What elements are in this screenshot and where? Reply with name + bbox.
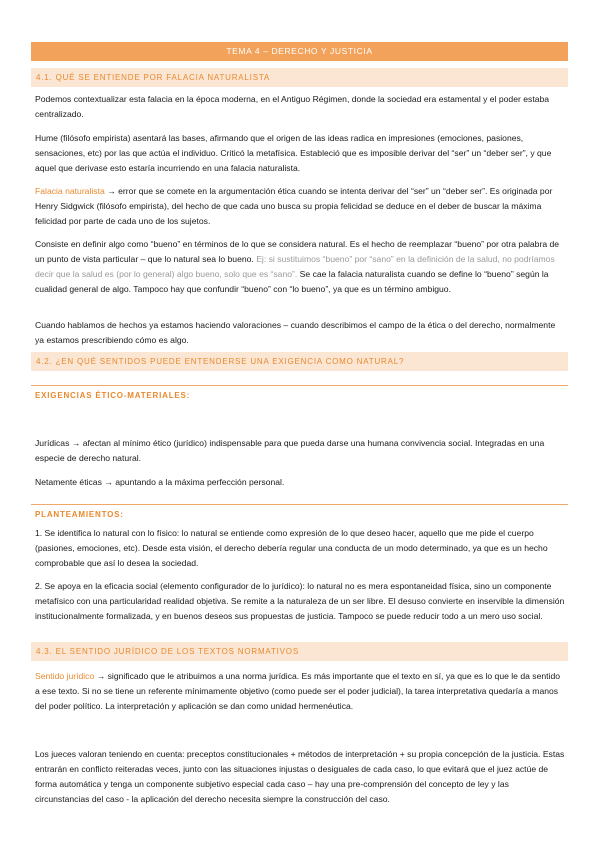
section-heading-4-1: 4.1. QUÉ SE ENTIENDE POR FALACIA NATURALISTA: [31, 68, 568, 87]
paragraph: Jurídicas → afectan al mínimo ético (jurídico) indispensable para que pueda darse una humana convivencia social. Integradas en una especie de derecho natural.: [35, 438, 545, 463]
paragraph: [35, 669, 565, 714]
numbered-paragraph: 2. Se apoya en la eficacia social (elemento configurador de lo jurídico): lo natural no es mera espontaneidad física, sino un componente metafísico con una particularidad realidad objetiva. Se remite a la naturaleza de un ser libre. El desuso convierte en inservible la dimensión institucionalmente formalizada, y en buenos deseos sus propuestas de justicia. Tampoco se puede reducir todo a un mero uso social.: [35, 581, 565, 621]
document-title: TEMA 4 – DERECHO Y JUSTICIA: [31, 42, 568, 61]
example-text: Ej: si sustituimos “bueno” por “sano” en la definición de la salud, no podríamos decir que la salud es (por lo general) algo bueno, solo que es “sano”.: [35, 254, 555, 279]
paragraph: Podemos contextualizar esta falacia en la época moderna, en el Antiguo Régimen, donde la sociedad era estamental y el poder estaba centralizado.: [35, 94, 550, 119]
paragraph-text: Se cae la falacia naturalista cuando se define lo “bueno” según la cualidad general de algo. Tampoco hay que confundir “bueno” con “lo bueno”, ya que es un término ambiguo.: [35, 269, 549, 294]
term-sentido-juridico: Sentido jurídico: [35, 671, 95, 681]
section-heading-4-2: 4.2. ¿EN QUÉ SENTIDOS PUEDE ENTENDERSE UNA EXIGENCIA COMO NATURAL?: [31, 352, 568, 371]
paragraph: Cuando hablamos de hechos ya estamos haciendo valoraciones – cuando describimos el campo de la ética o del derecho, normalmente ya estamos prescribiendo cómo es algo.: [35, 320, 556, 345]
paragraph: [35, 184, 565, 229]
definition-text: → error que se comete en la argumentación ética cuando se intenta derivar del “ser” un “deber ser”. Es originada por Henry Sidgwick (filósofo empirista), del hecho de que cada uno busca su propia felicidad se deduce en el deber de buscar la máxima felicidad por parte de cada uno de los sujetos.: [35, 186, 553, 226]
subheading-exigencias: EXIGENCIAS ÉTICO-MATERIALES:: [31, 385, 568, 400]
term-falacia-naturalista: Falacia naturalista: [35, 186, 105, 196]
section-heading-4-3: 4.3. EL SENTIDO JURÍDICO DE LOS TEXTOS NORMATIVOS: [31, 642, 568, 661]
numbered-paragraph: 1. Se identifica lo natural con lo físico: lo natural se entiende como expresión de lo que deseo hacer, aquello que me pide el cuerpo (pasiones, emociones, etc). Desde esta visión, el derecho debería regular una conducta de un modo determinado, ya que es un hecho comprobable que así lo desea la sociedad.: [35, 528, 548, 568]
paragraph: Netamente éticas → apuntando a la máxima perfección personal.: [35, 477, 285, 487]
paragraph: [35, 237, 565, 297]
paragraph: Los jueces valoran teniendo en cuenta: preceptos constitucionales + métodos de interpretación + su propia concepción de la justicia. Estas entrarán en conflicto reiteradas veces, junto con las situaciones injustas o desiguales de cada caso, lo que evitará que el juez actúe de forma automática y tenga un componente subjetivo especial cada caso – hay una pre-comprensión del concepto de ley y las circunstancias del caso - la aplicación del derecho necesita siempre la construcción del caso.: [35, 749, 565, 804]
paragraph-text: Consiste en definir algo como “bueno” en términos de lo que se considera natural. Es el hecho de reemplazar “bueno” por otra palabra de un punto de vista particular – que lo natural sea lo bueno.: [35, 239, 560, 264]
paragraph: Hume (filósofo empirista) asentará las bases, afirmando que el origen de las ideas radica en impresiones (emociones, pasiones, sensaciones, etc) por las que actúa el individuo. Criticó la metafísica. Estableció que es imposible derivar del “ser” un “deber ser”, y que aquel que derivase esto estaría incurriendo en una falacia naturalista.: [35, 133, 552, 173]
subheading-planteamientos: PLANTEAMIENTOS:: [31, 504, 568, 519]
definition-text: → significado que le atribuimos a una norma jurídica. Es más importante que el texto en sí, ya que es lo que le da sentido a ese texto. Si no se tiene un referente mínimamente objetivo (como puede ser el poder judicial), la tarea interpretativa quedaría a manos del poder político. La interpretación y aplicación se dan como unidad hermenéutica.: [35, 671, 561, 711]
